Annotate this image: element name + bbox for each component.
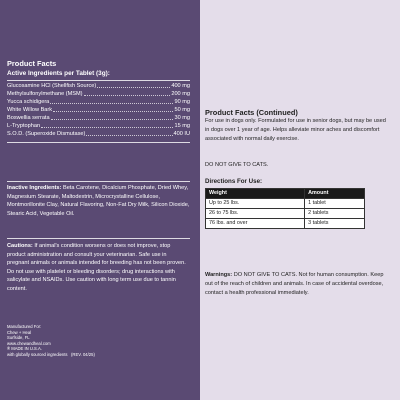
ingredient-name: S.O.D. (Superoxide Dismutase) bbox=[7, 131, 86, 137]
amount-cell: 1 tablet bbox=[305, 199, 365, 209]
ingredient-amount: 90 mg bbox=[174, 99, 190, 105]
ingredient-row bbox=[7, 114, 190, 122]
table-row bbox=[206, 219, 365, 229]
ingredient-name: Boswellia serrata bbox=[7, 115, 50, 121]
cautions-label: Cautions: bbox=[7, 243, 33, 249]
no-cats-notice: DO NOT GIVE TO CATS. bbox=[205, 162, 269, 168]
ingredient-name: White Willow Bark bbox=[7, 107, 53, 113]
leader-dots bbox=[97, 87, 170, 88]
mfg-line: Chew + Heal bbox=[7, 329, 32, 335]
inactive-text: Beta Carotene, Dicalcium Phosphate, Dried Whey, Magnesium Stearate, Maltodextrin, Microcrystalline Cellulose, Montmorillonite Clay, Natural Flavoring, Non-Fat Dry Milk, Silicon Dioxide, Stearic Acid, Vegetable Oil. bbox=[7, 185, 190, 217]
ingredient-amount: 30 mg bbox=[174, 115, 190, 121]
amount-cell: 3 tablets bbox=[305, 219, 365, 229]
leader-dots bbox=[41, 127, 173, 128]
dosage-table bbox=[205, 188, 365, 229]
mfg-line: Manufactured For: bbox=[7, 324, 42, 329]
table-header-row bbox=[206, 189, 365, 199]
product-facts-title: Product Facts bbox=[7, 59, 57, 68]
divider bbox=[7, 181, 190, 182]
amount-cell: 2 tablets bbox=[305, 209, 365, 219]
inactive-ingredients bbox=[7, 184, 190, 218]
weight-cell: Up to 25 lbs. bbox=[206, 199, 305, 209]
usage-text: For use in dogs only. Formulated for use in senior dogs, but may be used in dogs over 1 year of age. Helps alleviate minor aches and discomfort associated with normal daily exercise. bbox=[205, 118, 386, 142]
ingredient-row bbox=[7, 122, 190, 130]
warnings-text: DO NOT GIVE TO CATS. Not for human consumption. Keep out of the reach of children and animals. In case of accidental overdose, contact a health professional immediately. bbox=[205, 272, 384, 296]
ingredient-amount: 400 IU bbox=[173, 131, 190, 137]
weight-header: Weight bbox=[206, 189, 305, 199]
ingredient-amount: 400 mg bbox=[171, 83, 190, 89]
leader-dots bbox=[50, 103, 173, 104]
leader-dots bbox=[53, 111, 173, 112]
divider bbox=[7, 142, 190, 143]
right-panel bbox=[200, 0, 400, 400]
ingredient-amount: 15 mg bbox=[174, 123, 190, 129]
amount-header: Amount bbox=[305, 189, 365, 199]
leader-dots bbox=[86, 135, 172, 136]
ingredient-name: Glucosamine HCl (Shellfish Source) bbox=[7, 83, 97, 89]
table-row bbox=[206, 199, 365, 209]
mfg-sourcing: with globally sourced ingredients bbox=[7, 351, 68, 357]
mfg-line: ® MADE IN U.S.A. bbox=[7, 346, 42, 352]
warnings bbox=[205, 271, 391, 297]
directions-title: Directions For Use: bbox=[205, 178, 263, 185]
mfg-line bbox=[7, 352, 157, 358]
mfg-line: www.chewandheal.com bbox=[7, 340, 51, 346]
ingredient-row bbox=[7, 90, 190, 98]
weight-cell: 26 to 75 lbs. bbox=[206, 209, 305, 219]
product-facts-continued-title: Product Facts (Continued) bbox=[205, 108, 298, 117]
ingredient-name: Yucca schidigera bbox=[7, 99, 50, 105]
inactive-label: Inactive Ingredients: bbox=[7, 185, 62, 191]
ingredients-list bbox=[7, 82, 190, 138]
leader-dots bbox=[51, 119, 174, 120]
ingredient-name: Methylsulfonylmethane (MSM) bbox=[7, 91, 83, 97]
divider bbox=[7, 238, 190, 239]
mfg-line: Surfside, FL bbox=[7, 335, 30, 341]
cautions bbox=[7, 242, 190, 294]
ingredient-row bbox=[7, 130, 190, 138]
table-row bbox=[206, 209, 365, 219]
active-ingredients-heading: Active Ingredients per Tablet (3g): bbox=[7, 70, 110, 77]
ingredient-row bbox=[7, 98, 190, 106]
ingredient-amount: 50 mg bbox=[174, 107, 190, 113]
ingredient-row bbox=[7, 82, 190, 90]
weight-cell: 76 lbs. and over bbox=[206, 219, 305, 229]
cautions-text: If animal's condition worsens or does not improve, stop product administration and consult your veterinarian. Safe use in pregnant animals or animals intended for breeding has not been proven. Do not use with platelet or bleeding disorders; drug interactions with salicylate and NSAIDs. Use caution with long term use due to tannin content. bbox=[7, 243, 186, 292]
warnings-label: Warnings: bbox=[205, 272, 233, 278]
divider bbox=[7, 80, 190, 81]
leader-dots bbox=[84, 95, 171, 96]
ingredient-name: L-Tryptophan bbox=[7, 123, 41, 129]
manufacturer-info bbox=[7, 324, 157, 358]
ingredient-amount: 200 mg bbox=[171, 91, 190, 97]
ingredient-row bbox=[7, 106, 190, 114]
revision: (REV. 04/25) bbox=[71, 351, 95, 357]
